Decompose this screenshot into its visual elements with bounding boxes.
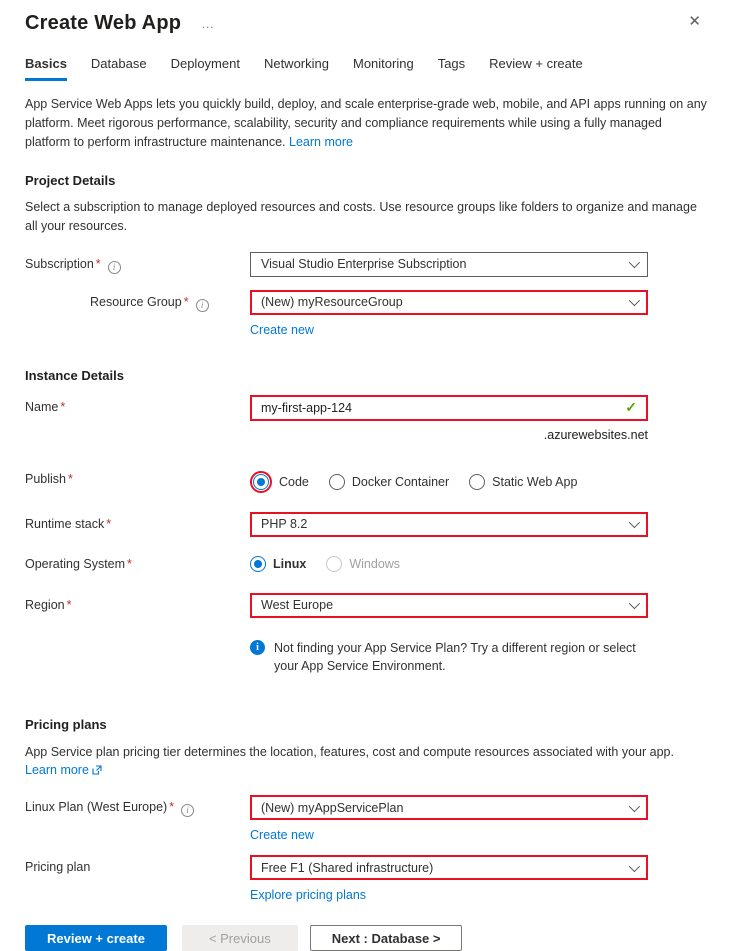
wizard-footer — [25, 925, 709, 951]
previous-button[interactable]: < Previous — [182, 925, 298, 951]
name-input[interactable] — [261, 401, 625, 415]
chevron-down-icon — [629, 861, 640, 872]
pricing-plan-value: Free F1 (Shared infrastructure) — [261, 860, 434, 875]
publish-row — [25, 467, 709, 493]
required-asterisk: * — [106, 516, 112, 531]
intro-learn-more-link[interactable]: Learn more — [289, 134, 353, 149]
radio-icon — [469, 474, 485, 490]
pricing-plans-heading: Pricing plans — [25, 717, 107, 732]
tab-tags[interactable]: Tags — [437, 56, 466, 71]
publish-option-code[interactable] — [250, 471, 309, 493]
radio-label: Windows — [349, 556, 401, 571]
next-database-button[interactable]: Next : Database > — [310, 925, 463, 951]
explore-pricing-plans-link[interactable]: Explore pricing plans — [250, 888, 367, 903]
pane-header — [25, 12, 709, 35]
wizard-tabs — [25, 56, 709, 82]
info-icon: i — [250, 640, 265, 655]
linux-plan-value: (New) myAppServicePlan — [261, 800, 404, 815]
linux-plan-row — [25, 795, 709, 842]
subscription-label: Subscription * i — [25, 252, 250, 274]
radio-selected-icon — [250, 556, 266, 572]
runtime-stack-label: Runtime stack * — [25, 516, 112, 531]
resource-group-dropdown[interactable] — [250, 290, 648, 315]
region-label: Region * — [25, 597, 72, 612]
pricing-plan-row — [25, 855, 709, 902]
region-dropdown[interactable] — [250, 593, 648, 618]
radio-label: Docker Container — [351, 474, 450, 489]
name-row — [25, 395, 709, 442]
os-option-linux[interactable] — [250, 556, 306, 572]
operating-system-label: Operating System * — [25, 556, 132, 571]
name-label: Name * — [25, 399, 66, 414]
resource-group-create-new-link[interactable]: Create new — [250, 322, 314, 337]
resource-group-value: (New) myResourceGroup — [261, 295, 403, 310]
info-note-row — [25, 639, 709, 675]
external-link-icon — [92, 762, 102, 780]
resource-group-row — [25, 290, 709, 337]
chevron-down-icon — [629, 257, 640, 268]
info-tooltip-icon[interactable]: i — [196, 299, 209, 312]
intro-text: App Service Web Apps lets you quickly build, deploy, and scale enterprise-grade web, mobile, and API apps running on any platform. Meet rigorous performance, scalability, security and compliance requirements while using a fully managed platform to perform infrastructure maintenance. — [25, 97, 707, 149]
chevron-down-icon — [629, 801, 640, 812]
subscription-value: Visual Studio Enterprise Subscription — [261, 257, 467, 272]
runtime-stack-value: PHP 8.2 — [261, 517, 308, 532]
publish-option-docker[interactable] — [329, 474, 449, 490]
resource-group-label: Resource Group * i — [25, 290, 250, 312]
operating-system-row — [25, 552, 709, 572]
pricing-learn-more-link[interactable]: Learn more — [25, 763, 102, 777]
required-asterisk: * — [169, 800, 175, 815]
linux-plan-create-new-link[interactable]: Create new — [250, 828, 314, 843]
required-asterisk: * — [95, 256, 101, 271]
project-details-heading: Project Details — [25, 173, 116, 189]
runtime-stack-row — [25, 512, 709, 537]
os-radio-group — [250, 552, 648, 572]
publish-label: Publish * — [25, 471, 73, 486]
publish-option-static[interactable] — [469, 474, 577, 490]
radio-selected-icon — [253, 474, 269, 490]
required-asterisk: * — [66, 597, 72, 612]
tab-database[interactable]: Database — [90, 56, 147, 71]
info-tooltip-icon[interactable]: i — [181, 804, 194, 817]
required-asterisk: * — [183, 294, 189, 309]
pricing-plan-dropdown[interactable] — [250, 855, 648, 880]
page-title: Create Web App — [25, 12, 182, 34]
subscription-row — [25, 252, 709, 277]
required-asterisk: * — [127, 556, 132, 571]
os-option-windows[interactable] — [326, 556, 400, 572]
info-note-text: Not finding your App Service Plan? Try a different region or select your App Service Environment. — [274, 640, 636, 673]
linux-plan-dropdown[interactable] — [250, 795, 648, 820]
project-details-description: Select a subscription to manage deployed resources and costs. Use resource groups like folders to organize and manage all your resources. — [25, 200, 697, 233]
more-options-icon[interactable]: … — [201, 16, 216, 31]
pricing-plans-description: App Service plan pricing tier determines the location, features, cost and compute resources associated with your app. Learn more — [25, 743, 709, 780]
runtime-stack-dropdown[interactable] — [250, 512, 648, 537]
chevron-down-icon — [629, 295, 640, 306]
info-note — [250, 639, 648, 675]
region-row — [25, 593, 709, 618]
tab-monitoring[interactable]: Monitoring — [352, 56, 414, 71]
required-asterisk: * — [60, 399, 66, 414]
name-input-wrapper — [250, 395, 648, 421]
radio-disabled-icon — [326, 556, 342, 572]
radio-label: Code — [279, 474, 309, 489]
chevron-down-icon — [629, 598, 640, 609]
pricing-plan-label: Pricing plan — [25, 860, 91, 875]
tab-review-create[interactable]: Review + create — [489, 56, 583, 71]
region-value: West Europe — [261, 598, 334, 613]
radio-label: Static Web App — [492, 474, 578, 489]
info-tooltip-icon[interactable]: i — [108, 261, 121, 274]
close-icon[interactable]: ✕ — [688, 13, 701, 30]
annotation-ring — [250, 471, 272, 493]
chevron-down-icon — [629, 517, 640, 528]
instance-details-heading: Instance Details — [25, 367, 124, 383]
radio-label: Linux — [273, 556, 307, 571]
valid-check-icon: ✓ — [625, 399, 637, 416]
tab-deployment[interactable]: Deployment — [170, 56, 240, 71]
tab-basics[interactable]: Basics — [25, 56, 67, 81]
subscription-dropdown[interactable] — [250, 252, 648, 277]
domain-suffix: .azurewebsites.net — [543, 427, 648, 442]
tab-networking[interactable]: Networking — [263, 56, 329, 71]
review-create-button[interactable]: Review + create — [25, 925, 167, 951]
radio-icon — [329, 474, 345, 490]
linux-plan-label: Linux Plan (West Europe) * i — [25, 795, 250, 817]
required-asterisk: * — [68, 471, 73, 486]
intro-paragraph — [25, 95, 709, 151]
publish-radio-group — [250, 467, 648, 493]
